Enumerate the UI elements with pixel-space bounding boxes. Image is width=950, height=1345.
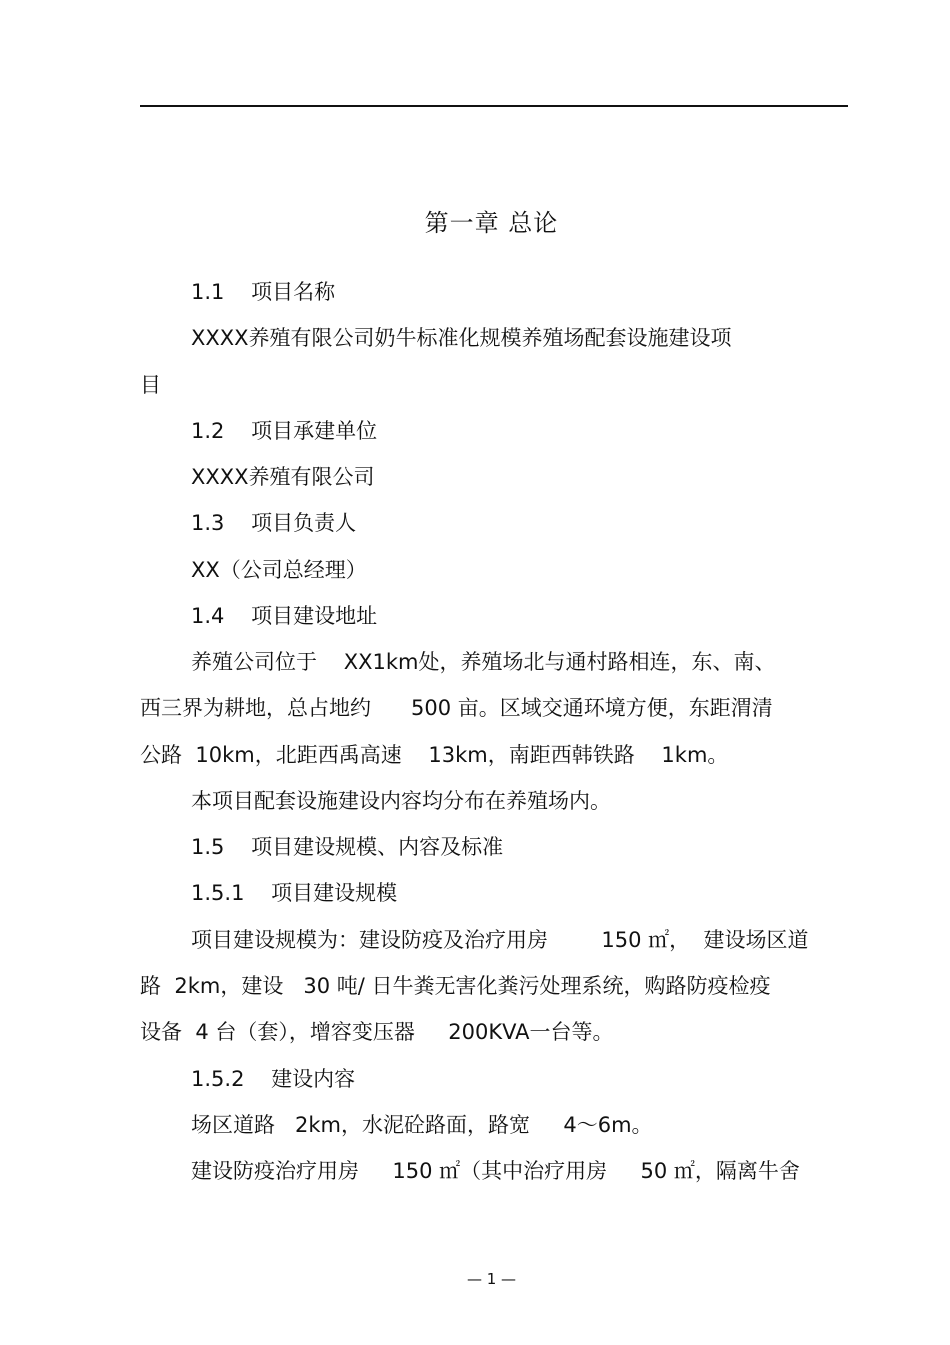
paragraph-line: 目 xyxy=(140,373,161,397)
paragraph-line: XXXX养殖有限公司奶牛标准化规模养殖场配套设施建设项 xyxy=(191,326,732,350)
paragraph-line: 路 2km，建设 30 吨/ 日牛粪无害化粪污处理系统，购路防疫检疫 xyxy=(140,974,771,998)
paragraph-line: XX（公司总经理） xyxy=(191,558,367,582)
section-heading-1-5: 1.5 项目建设规模、内容及标准 xyxy=(191,835,504,859)
paragraph-line: 西三界为耕地，总占地约 500 亩。区域交通环境方便，东距渭清 xyxy=(140,696,773,720)
paragraph-line: 公路 10km，北距西禹高速 13km，南距西韩铁路 1km。 xyxy=(140,743,729,767)
paragraph-line: 建设防疫治疗用房 150 ㎡（其中治疗用房 50 ㎡，隔离牛舍 xyxy=(191,1159,800,1183)
section-heading-1-5-1: 1.5.1 项目建设规模 xyxy=(191,881,398,905)
section-heading-1-5-2: 1.5.2 建设内容 xyxy=(191,1067,356,1091)
header-rule xyxy=(140,105,848,107)
chapter-title: 第一章 总论 xyxy=(424,209,559,237)
section-heading-1-2: 1.2 项目承建单位 xyxy=(191,419,378,443)
paragraph-line: 项目建设规模为：建设防疫及治疗用房 150 ㎡， 建设场区道 xyxy=(191,928,809,952)
paragraph-line: 设备 4 台（套），增容变压器 200KVA一台等。 xyxy=(140,1020,614,1044)
page-number: — 1 — xyxy=(466,1270,517,1288)
section-heading-1-3: 1.3 项目负责人 xyxy=(191,511,357,535)
paragraph-line: XXXX养殖有限公司 xyxy=(191,465,375,489)
paragraph-line: 本项目配套设施建设内容均分布在养殖场内。 xyxy=(191,789,611,813)
paragraph-line: 养殖公司位于 XX1km处，养殖场北与通村路相连，东、南、 xyxy=(191,650,776,674)
section-heading-1-1: 1.1 项目名称 xyxy=(191,280,336,304)
paragraph-line: 场区道路 2km，水泥砼路面，路宽 4～6m。 xyxy=(191,1113,653,1137)
section-heading-1-4: 1.4 项目建设地址 xyxy=(191,604,378,628)
